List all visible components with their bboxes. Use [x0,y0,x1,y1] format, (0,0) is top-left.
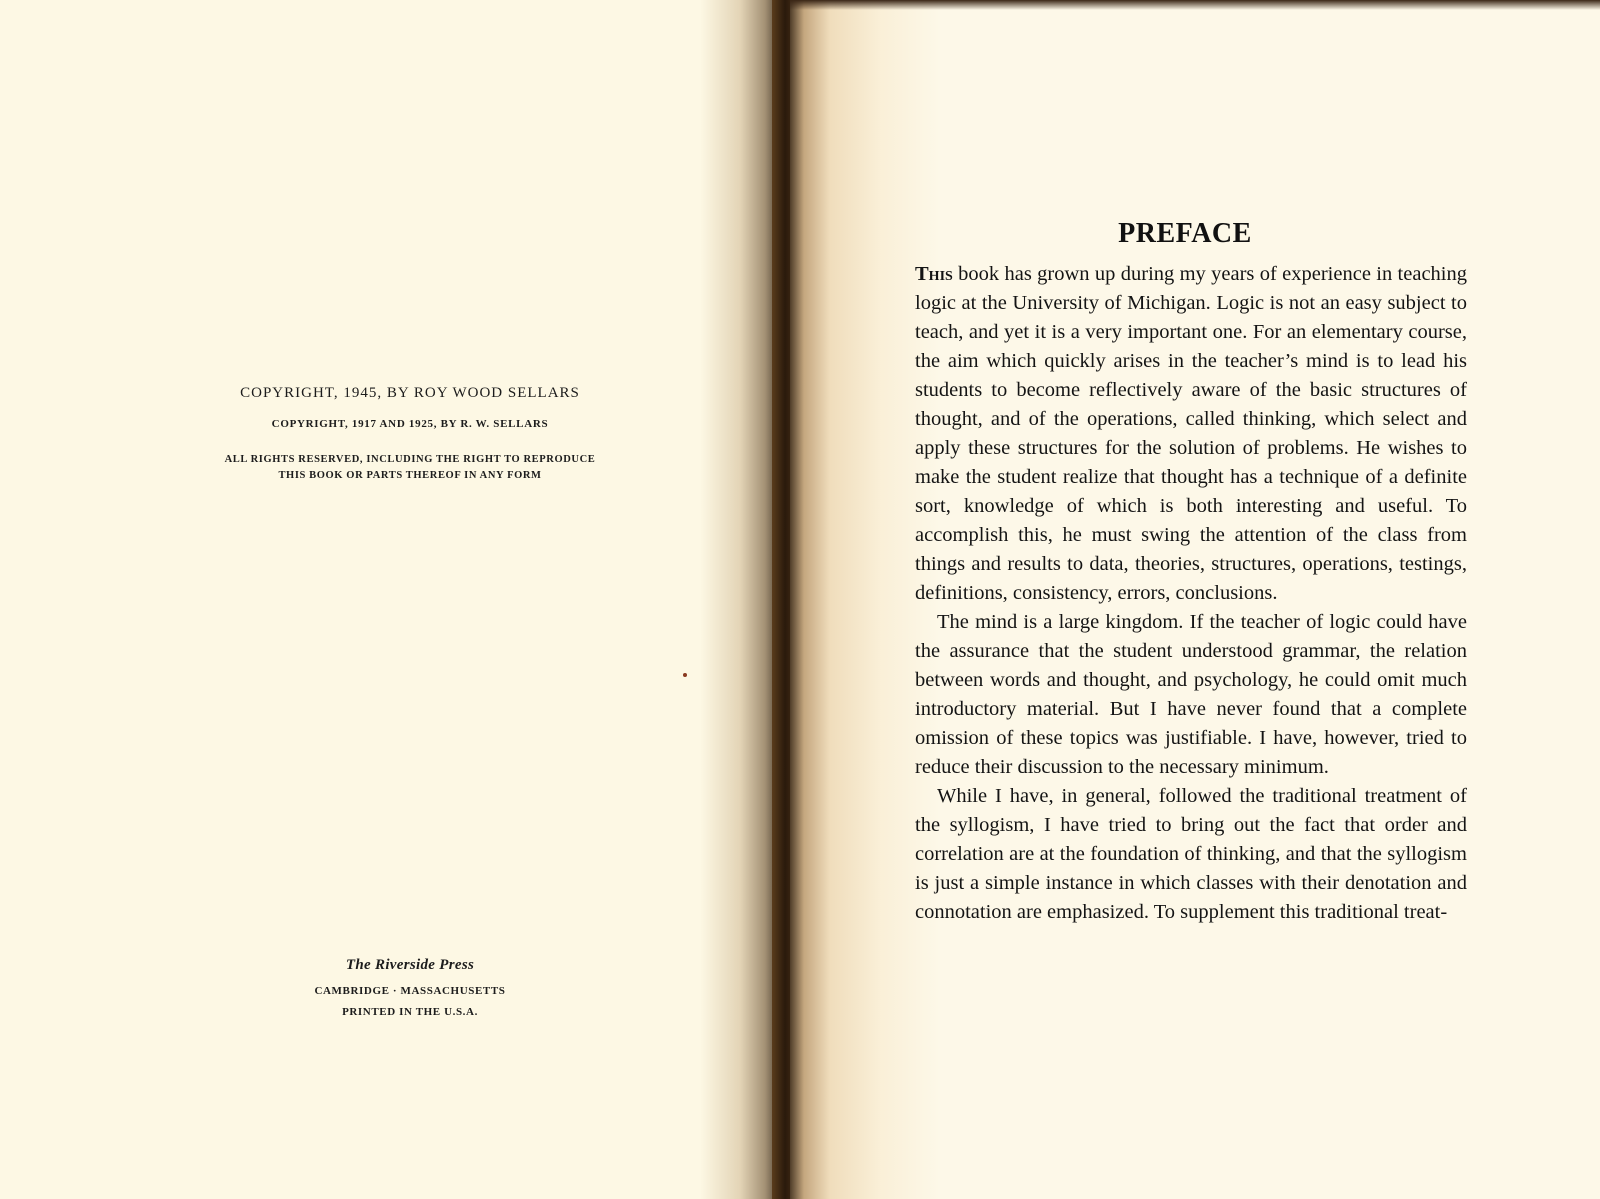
rights-line-1: ALL RIGHTS RESERVED, INCLUDING THE RIGHT TO REPRODUCE [224,454,596,465]
left-page [0,0,780,1199]
ink-speck [683,673,687,677]
press-place: CAMBRIDGE · MASSACHUSETTS [314,985,506,997]
printed-in-usa: PRINTED IN THE U.S.A. [342,1006,478,1018]
rights-reserved [0,452,820,484]
rights-line-2: THIS BOOK OR PARTS THEREOF IN ANY FORM [278,470,542,481]
paragraph-2: The mind is a large kingdom. If the teacher of logic could have the assurance that the student understood grammar, the relation between words and thought, and psychology, he could omit much introductory material. But I have never found that a complete omission of these topics was justifiable. I have, however, tried to reduce their discussion to the necessary minimum. [915,611,1467,778]
press-name: The Riverside Press [345,957,475,973]
paragraph-3: While I have, in general, followed the traditional treatment of the syllogism, I have tried to bring out the fact that order and correlation are at the foundation of thinking, and that the syllogism is just a simple instance in which classes with their denotation and connotation are emphasized. To supplement this traditional treat- [915,785,1467,923]
copyright-1945: COPYRIGHT, 1945, BY ROY WOOD SELLARS [240,385,580,401]
preface-title: PREFACE [1118,218,1252,249]
preface-body [915,260,1467,927]
paragraph-1-lead: This [915,263,953,285]
paragraph-1 [915,260,1467,608]
page-top-edge [790,0,1600,10]
paragraph-1-text: book has grown up during my years of experience in teaching logic at the University of Michigan. Logic is not an easy subject to teach, and yet it is a very important one. For an elementary course, the aim which quickly arises in the teacher’s mind is to lead his students to become reflectively aware of the basic structures of thought, and of the operations, called thinking, which select and apply these structures for the solution of problems. He wishes to make the student realize that thought has a technique of a definite sort, knowledge of which is both interesting and useful. To accomplish this, he must swing the attention of the class from things and results to data, theories, structures, operations, testings, definitions, consistency, errors, conclusions. [915,263,1467,604]
copyright-earlier: COPYRIGHT, 1917 AND 1925, BY R. W. SELLARS [271,418,549,430]
